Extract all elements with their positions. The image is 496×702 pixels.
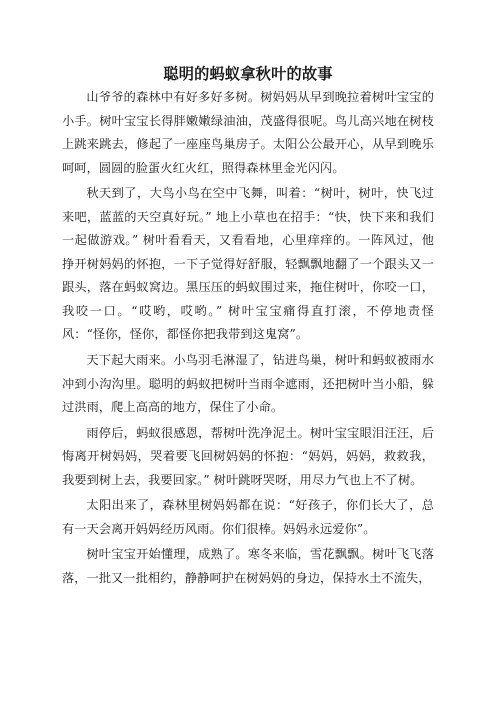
paragraph: 天下起大雨来。小鸟羽毛淋湿了，钻进鸟巢，树叶和蚂蚁被雨水冲到小沟沟里。聪明的蚂蚁把树叶当雨伞遮雨，还把树叶当小船，躲过洪雨，爬上高高的地方，保住了小命。: [62, 353, 434, 415]
document-page: [62, 0, 434, 590]
document-body: [62, 86, 434, 590]
document-title: 聪明的蚂蚁拿秋叶的故事: [163, 65, 333, 83]
paragraph: 秋天到了，大鸟小鸟在空中飞舞，叫着：“树叶，树叶，快飞过来吧，蓝蓝的天空真好玩。” 地上小草也在招手：“快，快下来和我们一起做游戏。” 树叶看看天，又看看地，心里痒痒的。一阵风过，他挣开树妈妈的怀抱，一下子觉得好舒服，轻飘飘地翻了一个跟头又一跟头，落在蚂蚁窝边。黑压压的蚂蚁围过来，拖住树叶，你咬一口，我咬一口。“哎哟，哎哟。” 树叶宝宝痛得直打滚，不停地责怪风：“怪你，怪你，都怪你把我带到这鬼窝”。: [62, 186, 434, 342]
paragraph: 山爷爷的森林中有好多好多树。树妈妈从早到晚拉着树叶宝宝的小手。树叶宝宝长得胖嫩嫩绿油油，茂盛得很呢。鸟儿高兴地在树枝上跳来跳去，修起了一座座鸟巢房子。太阳公公最开心，从早到晚乐呵呵，圆圆的脸蛋火红火红，照得森林里金光闪闪。: [62, 90, 434, 175]
paragraph: 太阳出来了，森林里树妈妈都在说：“好孩子，你们长大了，总有一天会离开妈妈经历风雨。你们很棒。妈妈永远爱你”。: [62, 498, 434, 536]
paragraph: 树叶宝宝开始懂理，成熟了。寒冬来临，雪花飘飘。树叶飞飞落落，一批又一批相约，静静呵护在树妈妈的身边，保持水土不流失，: [62, 547, 434, 585]
paragraph: 雨停后，蚂蚁很感恩，帮树叶洗净泥土。树叶宝宝眼泪汪汪，后悔离开树妈妈，哭着要飞回树妈妈的怀抱：“妈妈，妈妈，救救我，我要到树上去，我要回家。” 树叶跳呀哭呀，用尽力气也上不了树。: [62, 425, 434, 487]
